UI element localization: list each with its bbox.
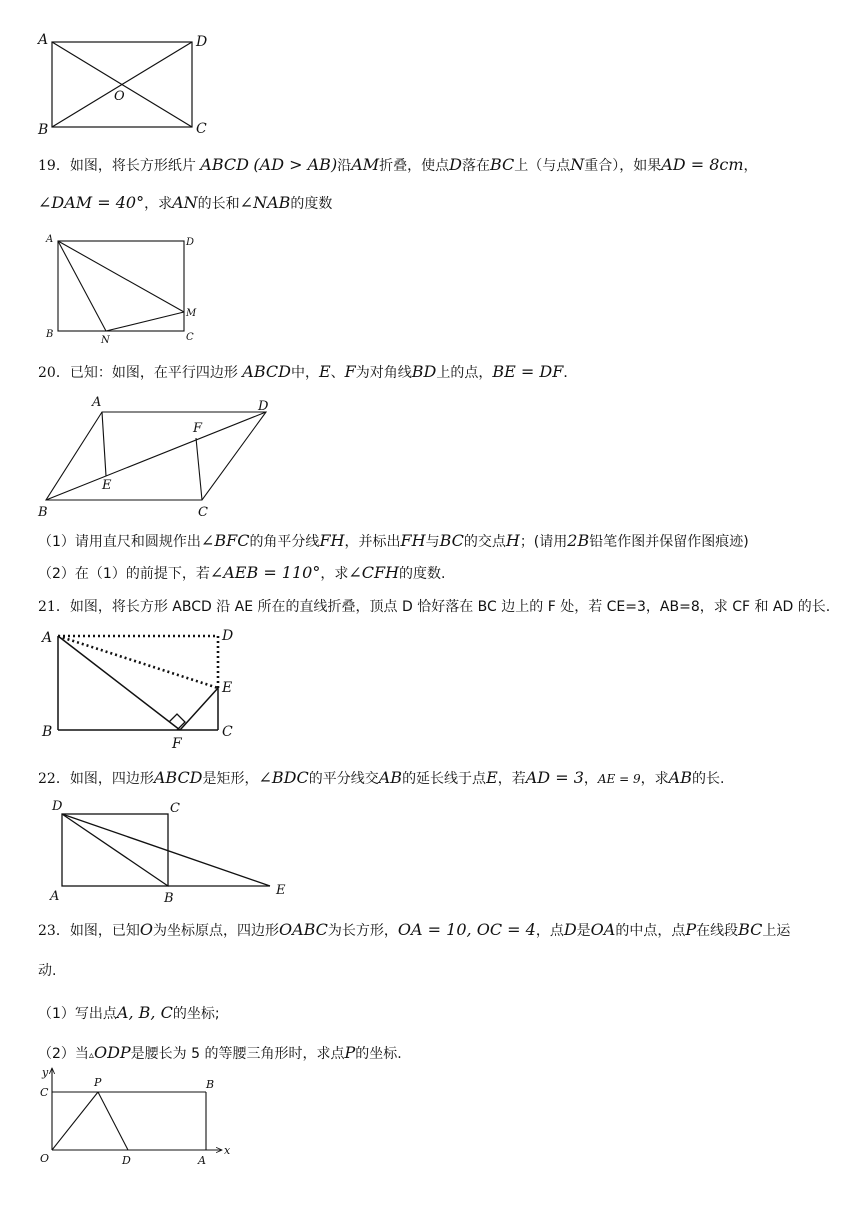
- label-a: A: [198, 1154, 206, 1167]
- math: OA: [590, 920, 616, 939]
- q-text: ，求: [640, 771, 669, 787]
- q-text: （2）当: [38, 1046, 89, 1062]
- math: BE = DF: [492, 362, 564, 381]
- q-text: 与: [425, 534, 440, 550]
- label-a: A: [38, 32, 49, 48]
- q-text: ，并标出: [344, 534, 401, 550]
- question-23-line2: [38, 961, 56, 981]
- q-text: 的延长线于点: [402, 771, 487, 787]
- q-text: ，求: [144, 196, 173, 212]
- math: H: [505, 531, 520, 550]
- label-d: D: [258, 399, 269, 414]
- math: AB: [378, 768, 403, 787]
- label-b: B: [38, 505, 48, 520]
- question-19: [38, 155, 758, 176]
- figure-coordinate-rectangle: [36, 1066, 246, 1178]
- label-e: E: [102, 478, 112, 493]
- label-f: F: [193, 421, 203, 436]
- math: O: [139, 920, 153, 939]
- math: AB: [668, 768, 692, 787]
- label-y-axis: y: [42, 1066, 49, 1079]
- q-text: 的度数.: [399, 566, 446, 582]
- q-text: 为对角线: [355, 365, 412, 381]
- math: BD: [411, 362, 437, 381]
- math: P: [344, 1043, 356, 1062]
- label-d: D: [222, 628, 234, 644]
- math: ODP: [93, 1043, 131, 1062]
- q-text: 动.: [38, 963, 57, 979]
- figure-parallelogram: [30, 390, 290, 525]
- q-text: ，: [583, 771, 598, 787]
- math: BC: [439, 531, 464, 550]
- q-text: 的度数: [290, 196, 333, 212]
- question-21: [38, 597, 830, 617]
- label-e: E: [276, 883, 286, 898]
- q-text: 为坐标原点，四边形: [152, 923, 279, 939]
- label-b: B: [46, 329, 54, 340]
- math: AD = 8cm: [661, 155, 744, 174]
- math: ∠CFH: [348, 563, 400, 582]
- math: FH: [400, 531, 426, 550]
- q-text: 上（与点: [514, 158, 571, 174]
- question-number: 20．: [38, 365, 70, 381]
- label-c: C: [198, 505, 208, 520]
- label-a: A: [92, 395, 102, 410]
- question-number: 22．: [38, 771, 70, 787]
- math: E: [486, 768, 498, 787]
- question-23: [38, 920, 790, 941]
- math: (AD > AB): [253, 155, 338, 174]
- q-text: 的长和: [197, 196, 240, 212]
- q-text: （1）请用直尺和圆规作出: [38, 534, 201, 550]
- q-text: ．: [563, 365, 578, 381]
- math: P: [685, 920, 697, 939]
- q-text: 的交点: [463, 534, 506, 550]
- q-text: （1）写出点: [38, 1006, 117, 1022]
- label-a: A: [50, 889, 60, 904]
- label-b: B: [42, 724, 53, 740]
- q-text: 的坐标;: [172, 1006, 220, 1022]
- math: ∠DAM = 40°: [38, 193, 145, 212]
- q-text: 上的点，: [436, 365, 493, 381]
- label-d: D: [122, 1154, 131, 1167]
- question-number: 23．: [38, 923, 70, 939]
- math: ∠BFC: [200, 531, 250, 550]
- math: F: [344, 362, 356, 381]
- question-20: [38, 362, 577, 383]
- label-e: E: [222, 680, 233, 696]
- q-text: 上运: [762, 923, 791, 939]
- question-19-line2: [38, 193, 332, 214]
- figure-fold-rectangle-2: [36, 622, 246, 752]
- math: D: [563, 920, 577, 939]
- label-a: A: [46, 234, 54, 245]
- label-n: N: [101, 335, 110, 346]
- math: FH: [319, 531, 345, 550]
- math: AM: [351, 155, 380, 174]
- math: AN: [172, 193, 198, 212]
- q-text: ，: [743, 158, 758, 174]
- label-o: O: [40, 1152, 50, 1165]
- q-text: 是腰长为 5 的等腰三角形时，求点: [130, 1046, 345, 1062]
- label-m: M: [186, 308, 197, 319]
- label-f: F: [172, 736, 182, 752]
- label-b: B: [38, 122, 49, 138]
- math: BC: [489, 155, 515, 174]
- label-b: B: [206, 1078, 215, 1091]
- math: ∠BDC: [258, 768, 309, 787]
- math: ABCD: [242, 362, 291, 381]
- q-text: 是矩形，: [202, 771, 259, 787]
- triangle-symbol: ▵: [88, 1050, 94, 1061]
- q-text: 已知：如图，在平行四边形: [69, 365, 238, 381]
- label-a: A: [42, 630, 53, 646]
- q-text: 的平分线交: [308, 771, 379, 787]
- math: BC: [738, 920, 763, 939]
- question-22: [38, 768, 724, 789]
- q-text: 的角平分线: [249, 534, 320, 550]
- question-number: 21．: [38, 599, 70, 615]
- label-c: C: [40, 1086, 49, 1099]
- q-text: 重合），如果: [584, 158, 662, 174]
- question-number: 19．: [38, 158, 70, 174]
- math: ∠NAB: [239, 193, 291, 212]
- label-d: D: [196, 34, 208, 50]
- label-o: O: [114, 89, 125, 104]
- figure-rectangle-bisector: [40, 796, 300, 906]
- q-text: 沿: [337, 158, 352, 174]
- label-b: B: [164, 891, 174, 906]
- math: 2B: [567, 531, 590, 550]
- question-23-part2: [38, 1043, 402, 1066]
- q-text: 的长.: [691, 771, 725, 787]
- figure-rectangle-diagonals: [30, 28, 220, 138]
- q-text: 如图，已知: [69, 923, 140, 939]
- math: E: [318, 362, 331, 381]
- q-text: ，求: [320, 566, 349, 582]
- math: A, B, C: [116, 1003, 173, 1022]
- label-x-axis: x: [224, 1144, 231, 1157]
- q-text: 中，: [290, 365, 319, 381]
- math: D: [449, 155, 462, 174]
- q-text: 铅笔作图并保留作图痕迹): [589, 534, 749, 550]
- q-text: ，点: [535, 923, 564, 939]
- q-text: （2）在（1）的前提下，若: [38, 566, 210, 582]
- math: AE = 9: [597, 772, 641, 786]
- question-23-part1: [38, 1003, 220, 1024]
- math: OABC: [278, 920, 328, 939]
- math: ∠AEB = 110°: [209, 563, 321, 582]
- label-c: C: [222, 724, 233, 740]
- q-text: 的坐标.: [355, 1046, 402, 1062]
- q-text: 、: [330, 365, 345, 381]
- math: AD = 3: [525, 768, 584, 787]
- math: ABCD: [200, 155, 249, 174]
- q-text: 为长方形，: [327, 923, 398, 939]
- label-c: C: [170, 801, 180, 816]
- label-d: D: [186, 237, 195, 248]
- figure-fold-rectangle: [40, 230, 210, 345]
- math: OA = 10, OC = 4: [397, 920, 536, 939]
- question-20-part1: [38, 531, 749, 552]
- q-text: 在线段: [696, 923, 739, 939]
- q-text: 折叠，使点: [379, 158, 450, 174]
- math: N: [570, 155, 585, 174]
- q-text: 落在: [461, 158, 490, 174]
- question-20-part2: [38, 563, 446, 584]
- q-text: 的中点，点: [615, 923, 686, 939]
- q-text: ；(请用: [519, 534, 568, 550]
- q-text: 如图，将长方形 ABCD 沿 AE 所在的直线折叠，顶点 D 恰好落在 BC 边上的 F 处，若 CE=3，AB=8，求 CF 和 AD 的长.: [69, 599, 831, 615]
- q-text: ，若: [497, 771, 526, 787]
- label-p: P: [94, 1076, 102, 1089]
- q-text: 如图，四边形: [69, 771, 154, 787]
- label-c: C: [196, 121, 207, 137]
- math: ABCD: [153, 768, 203, 787]
- q-text: 如图，将长方形纸片: [69, 158, 196, 174]
- label-c: C: [186, 332, 194, 343]
- q-text: 是: [576, 923, 591, 939]
- label-d: D: [52, 799, 63, 814]
